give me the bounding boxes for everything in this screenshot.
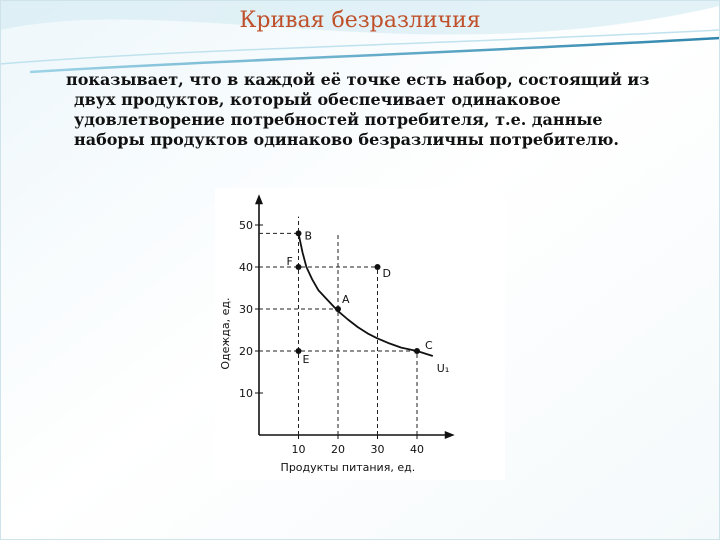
y-axis-arrow	[255, 194, 263, 204]
body-line: двух продуктов, который обеспечивает одинаковое	[74, 90, 561, 109]
y-tick-label: 20	[239, 345, 253, 358]
slide-title: Кривая безразличия	[239, 8, 481, 33]
body-line: наборы продуктов одинаково безразличны потребителю.	[74, 130, 619, 149]
body-line: удовлетворение потребностей потребителя, т.е. данные	[74, 110, 603, 129]
data-point-f	[296, 264, 302, 270]
y-tick-label: 50	[239, 219, 253, 232]
y-tick-label: 10	[239, 387, 253, 400]
x-tick-label: 40	[410, 443, 424, 456]
data-point-c	[414, 348, 420, 354]
data-point-b	[296, 230, 302, 236]
y-tick-label: 40	[239, 261, 253, 274]
x-tick-label: 30	[370, 443, 385, 456]
point-label-b: B	[304, 229, 313, 243]
series-label: U₁	[436, 362, 450, 376]
body-line: показывает, что в каждой её точке есть набор, состоящий из	[66, 70, 650, 89]
point-label-f: F	[286, 255, 293, 268]
data-point-e	[296, 348, 302, 354]
x-tick-label: 10	[291, 443, 306, 456]
data-point-d	[375, 264, 381, 270]
indifference-curve-chart	[215, 188, 505, 480]
y-axis-title: Одежда, ед.	[219, 297, 232, 370]
x-axis-arrow	[445, 431, 455, 439]
indifference-curve-figure	[215, 188, 505, 480]
point-label-e: E	[302, 353, 310, 366]
point-label-d: D	[382, 267, 391, 280]
y-tick-label: 30	[239, 303, 253, 316]
data-point-a	[335, 306, 341, 312]
x-axis-title: Продукты питания, ед.	[280, 461, 416, 474]
slide-body-text	[66, 70, 706, 150]
x-tick-label: 20	[331, 443, 345, 456]
point-label-a: A	[342, 293, 350, 306]
point-label-c: C	[425, 339, 433, 352]
indifference-curve-line	[299, 233, 433, 356]
